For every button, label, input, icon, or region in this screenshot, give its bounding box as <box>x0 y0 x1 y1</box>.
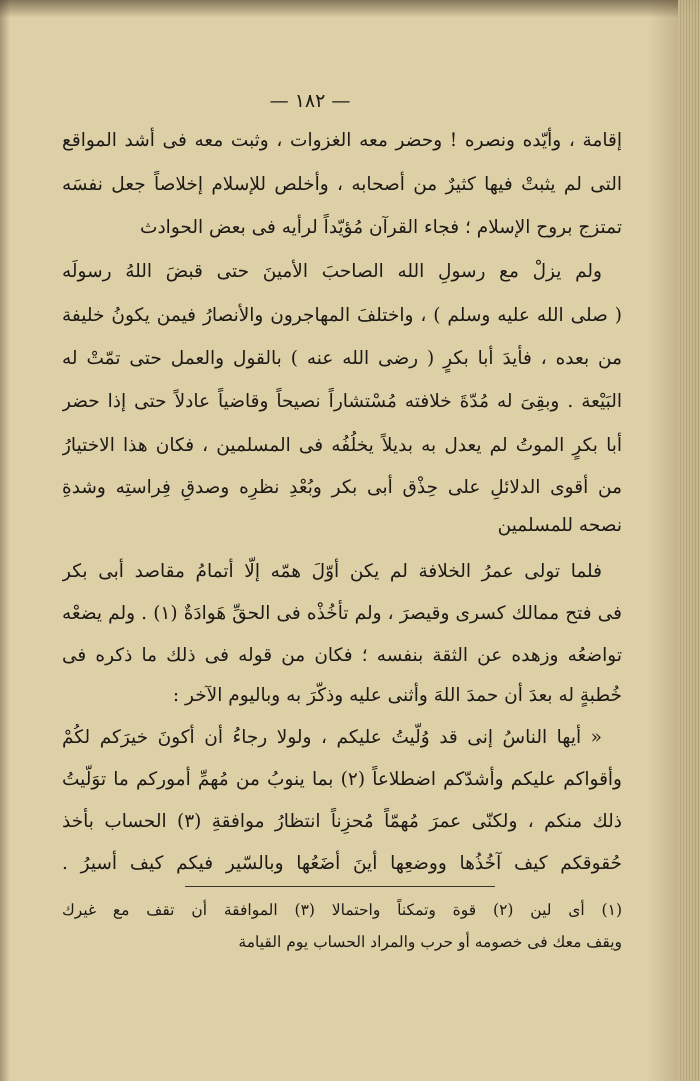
body-line: من أقوى الدلائلِ على حِذْق أبى بكر وبُعْدِ نظرِه وصدقِ فِراستِه وشدةِ <box>62 477 622 498</box>
footnote-line: ويقف معك فى خصومه أو حرب والمراد الحساب يوم القيامة <box>238 933 622 951</box>
page-edges <box>678 0 700 1081</box>
page-left-shadow <box>0 0 10 1081</box>
body-line: ذلك منكم ، ولكنّى عمرَ مُهمّاً مُحزِناً انتظارُ موافقةِ (٣) الحساب بأخذ <box>62 811 622 832</box>
footnote-line: (١) أى لين (٢) قوة وتمكناً واحتمالا (٣) الموافقة أن تقف مع غيرك <box>62 901 622 919</box>
body-line: نصحه للمسلمين <box>497 515 622 536</box>
body-line: التى لم يثبتْ فيها كثيرٌ من أصحابه ، وأخلص للإسلام إخلاصاً جعل نفسَه <box>62 174 622 195</box>
body-line: « أيها الناسُ إنى قد وُلّيتُ عليكم ، ولولا رجاءُ أن أكونَ خيرَكم لكُمْ <box>62 727 602 748</box>
footnote-divider <box>185 886 495 887</box>
body-line: تمتزج بروح الإسلام ؛ فجاء القرآن مُؤيّداً لرأيه فى بعض الحوادث <box>140 217 622 238</box>
body-line: إقامة ، وأيّده ونصره ! وحضر معه الغزوات ، وثبت معه فى أشد المواقع <box>62 130 622 151</box>
body-line: ولم يزلْ مع رسولِ الله الصاحبَ الأمينَ حتى قبضَ اللهُ رسولَه <box>62 261 602 282</box>
body-line: حُقوقكم كيف آخُذُها ووضعِها أينَ أضَعُها وبالسّير فيكم كيف أسيرُ . <box>62 853 622 874</box>
body-line: تواضعُه وزهده عن الثقة بنفسه ؛ فكان من قوله فى ذلك ما ذكره فى <box>62 645 622 666</box>
body-line: خُطبةٍ له بعدَ أن حمدَ اللهَ وأثنى عليه وذكّرَ به وباليوم الآخر : <box>172 685 622 706</box>
body-line: ( صلى الله عليه وسلم ) ، واختلفَ المهاجرون والأنصارُ فيمن يكونُ خليفة <box>62 305 622 326</box>
body-line: فلما تولى عمرُ الخلافة لم يكن أوّلَ همّه إلّا أتمامُ مقاصد أبى بكر <box>62 561 602 582</box>
page-number: — ١٨٢ — <box>269 90 351 112</box>
page-top-shadow <box>0 0 700 18</box>
body-line: من بعده ، فأيدَ أبا بكرٍ ( رضى الله عنه ) بالقول والعمل حتى تمّتْ له <box>62 348 622 369</box>
body-line: وأقواكم عليكم وأشدّكم اضطلاعاً (٢) بما ينوبُ من مُهمِّ أموركم ما توَلّيتُ <box>62 769 622 790</box>
body-line: فى فتح ممالك كسرى وقيصرَ ، ولم تأخُذْه فى الحقِّ هَوادَةٌ (١) . ولم يضعْه <box>62 603 622 624</box>
body-line: البَيْعة . وبقِىَ له مُدّةَ خلافته مُسْتشاراً نصيحاً وقاضياً عادلاً حتى إذا حضر <box>62 391 622 412</box>
body-line: أبا بكرٍ الموتُ لم يعدل به بديلاً يخلُفُه فى المسلمين ، فكان هذا الاختيارُ <box>62 435 622 456</box>
